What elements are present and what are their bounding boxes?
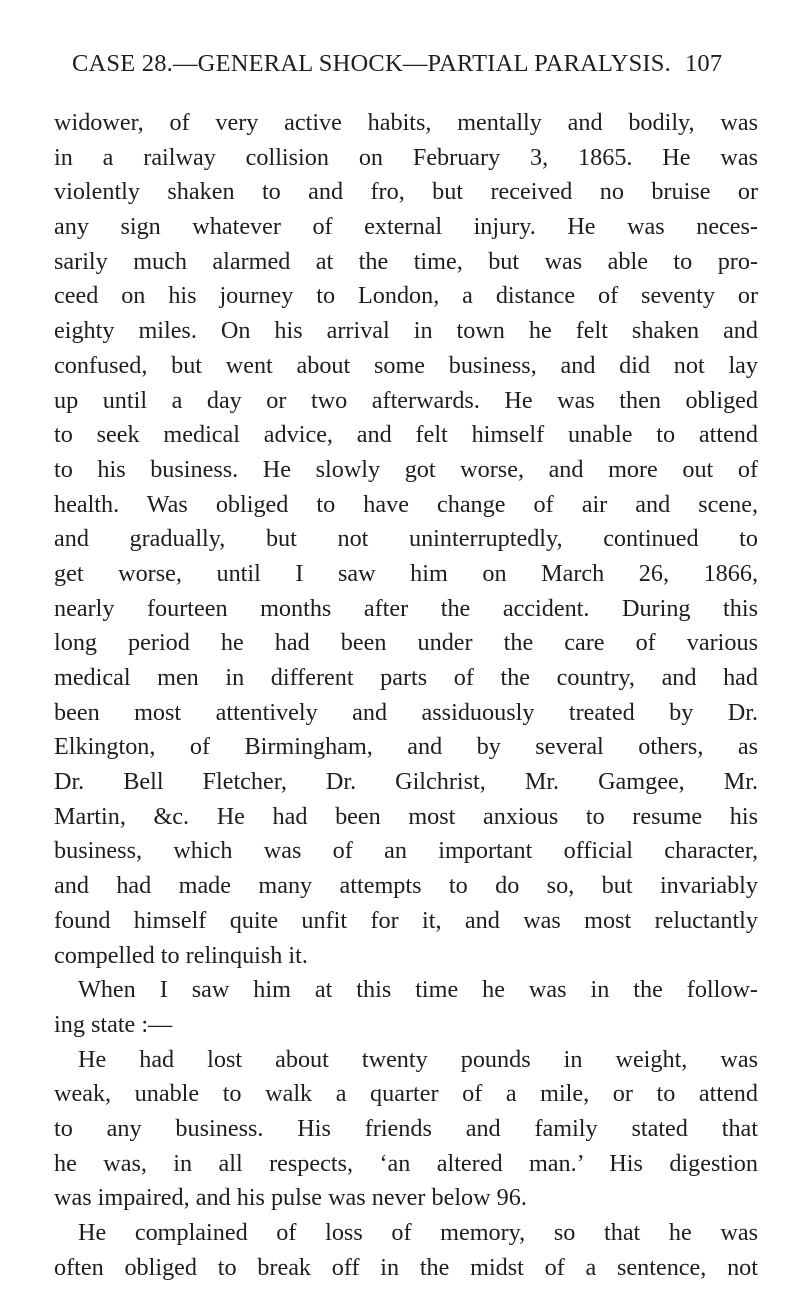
text-line: was impaired, and his pulse was never below 96. <box>54 1184 527 1212</box>
text-line: found himself quite unfit for it, and was most reluctantly <box>54 906 758 934</box>
running-head <box>72 50 792 78</box>
text-line: he was, in all respects, ‘an altered man.’ His digestion <box>54 1149 758 1177</box>
text-line: confused, but went about some business, and did not lay <box>54 351 758 379</box>
text-line: and had made many attempts to do so, but invariably <box>54 872 758 900</box>
page-number: 107 <box>684 50 723 77</box>
text-line: nearly fourteen months after the accident. During this <box>54 594 758 622</box>
body-text <box>54 106 758 1285</box>
text-line: Martin, &c. He had been most anxious to resume his <box>54 802 758 830</box>
text-line: been most attentively and assiduously treated by Dr. <box>54 698 758 726</box>
text-line: weak, unable to walk a quarter of a mile, or to attend <box>54 1080 758 1108</box>
text-line: business, which was of an important official character, <box>54 837 758 865</box>
text-line: long period he had been under the care of various <box>54 629 758 657</box>
text-line: any sign whatever of external injury. He was neces- <box>54 213 758 241</box>
text-line: to any business. His friends and family stated that <box>54 1114 758 1142</box>
text-line: When I saw him at this time he was in the follow- <box>78 976 758 1004</box>
text-line: ceed on his journey to London, a distance of seventy or <box>54 282 758 310</box>
text-line: compelled to relinquish it. <box>54 941 308 969</box>
text-line: to seek medical advice, and felt himself unable to attend <box>54 421 758 449</box>
text-line: eighty miles. On his arrival in town he felt shaken and <box>54 317 758 345</box>
text-line: Elkington, of Birmingham, and by several others, as <box>54 733 758 761</box>
text-line: Dr. Bell Fletcher, Dr. Gilchrist, Mr. Gamgee, Mr. <box>54 768 758 796</box>
text-line: to his business. He slowly got worse, and more out of <box>54 455 758 483</box>
text-line: in a railway collision on February 3, 1865. He was <box>54 143 758 171</box>
text-line: widower, of very active habits, mentally and bodily, was <box>54 109 758 136</box>
text-line: get worse, until I saw him on March 26, 1866, <box>54 559 758 587</box>
text-line: medical men in different parts of the country, and had <box>54 664 758 691</box>
text-line: violently shaken to and fro, but received no bruise or <box>54 178 758 206</box>
text-line: up until a day or two afterwards. He was then obliged <box>54 386 758 414</box>
text-line: health. Was obliged to have change of air and scene, <box>54 490 758 518</box>
text-line: and gradually, but not uninterruptedly, continued to <box>54 525 758 553</box>
text-line: sarily much alarmed at the time, but was able to pro- <box>54 247 758 275</box>
text-line: He had lost about twenty pounds in weight, was <box>78 1045 758 1073</box>
running-title: CASE 28.—GENERAL SHOCK—PARTIAL PARALYSIS. <box>72 50 671 77</box>
text-line: He complained of loss of memory, so that he was <box>78 1219 758 1246</box>
text-line: often obliged to break off in the midst of a sentence, not <box>54 1253 758 1281</box>
text-line: ing state :— <box>54 1010 173 1038</box>
